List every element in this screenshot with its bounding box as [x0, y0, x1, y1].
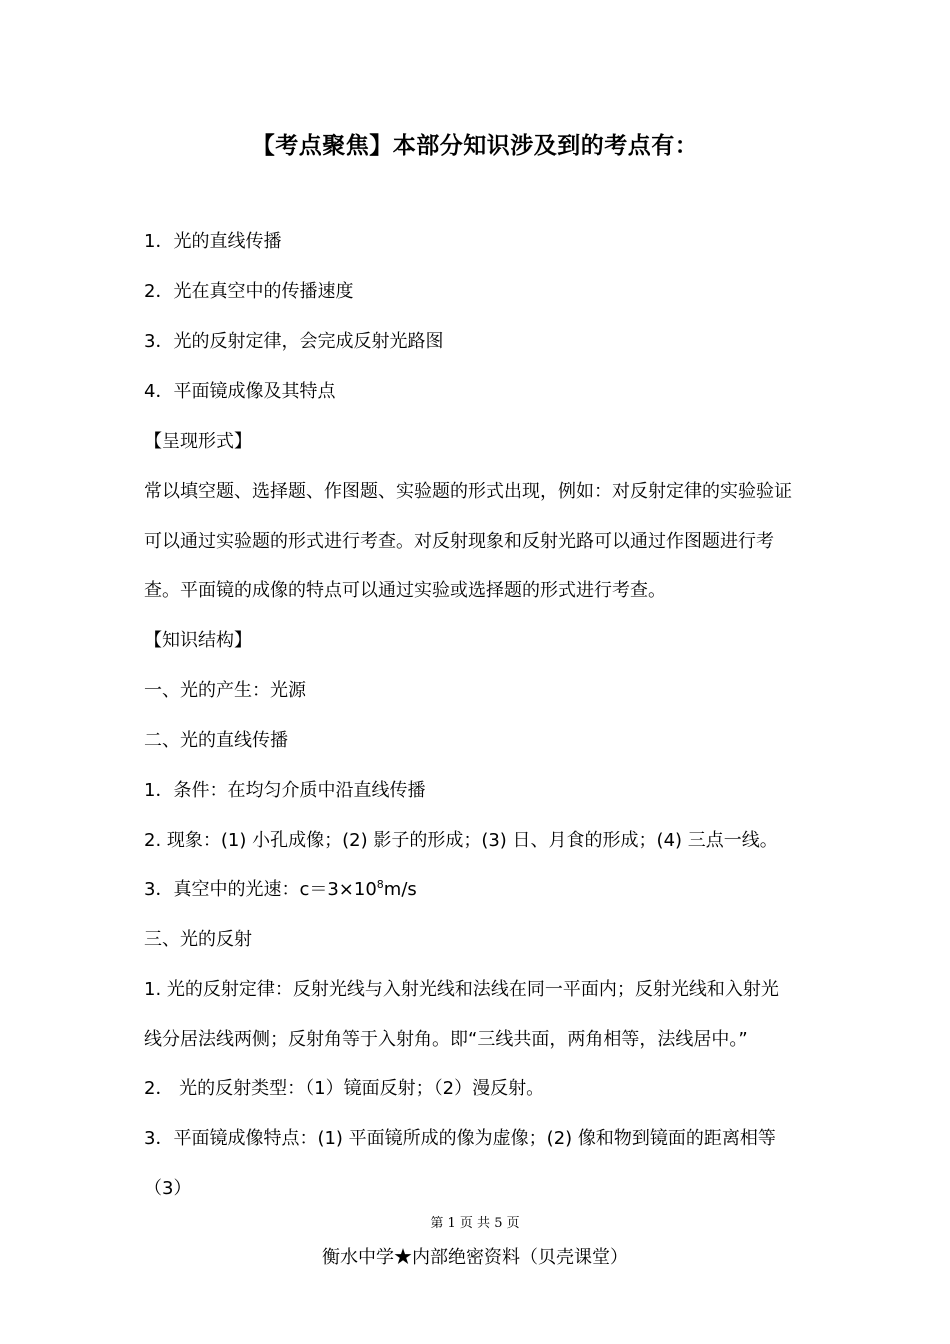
reflection-law-line: 线分居法线两侧；反射角等于入射角。即“三线共面，两角相等，法线居中。” [144, 1029, 748, 1050]
section-heading-structure: 【知识结构】 [144, 630, 252, 651]
mirror-image-line: （3） [144, 1178, 192, 1199]
light-speed-exponent: 8 [376, 878, 384, 891]
heading-light-source: 一、光的产生：光源 [144, 680, 306, 701]
page-title: 【考点聚焦】本部分知识涉及到的考点有： [251, 133, 699, 159]
heading-straight-propagation: 二、光的直线传播 [144, 730, 288, 751]
section-heading-format: 【呈现形式】 [144, 431, 252, 452]
phenomena-line: 2. 现象：(1) 小孔成像；(2) 影子的形成；(3) 日、月食的形成；(4) 三点一线。 [144, 830, 778, 851]
light-speed-line [144, 878, 417, 902]
light-speed-text: 3．真空中的光速：c＝3×10 [144, 879, 377, 900]
paragraph-line: 常以填空题、选择题、作图题、实验题的形式出现，例如：对反射定律的实验验证 [144, 481, 792, 502]
point-1: 1．光的直线传播 [144, 231, 282, 252]
point-2: 2．光在真空中的传播速度 [144, 281, 354, 302]
point-4: 4．平面镜成像及其特点 [144, 381, 336, 402]
mirror-image-line: 3．平面镜成像特点：(1) 平面镜所成的像为虚像；(2) 像和物到镜面的距离相等 [144, 1128, 776, 1149]
heading-reflection: 三、光的反射 [144, 929, 252, 950]
light-speed-unit: m/s [383, 879, 417, 900]
footer-source: 衡水中学★内部绝密资料（贝壳课堂） [322, 1247, 628, 1268]
paragraph-line: 可以通过实验题的形式进行考查。对反射现象和反射光路可以通过作图题进行考 [144, 531, 774, 552]
point-3: 3．光的反射定律，会完成反射光路图 [144, 331, 444, 352]
reflection-types-line: 2． 光的反射类型：（1）镜面反射；（2）漫反射。 [144, 1078, 545, 1099]
reflection-law-line: 1. 光的反射定律：反射光线与入射光线和法线在同一平面内；反射光线和入射光 [144, 979, 779, 1000]
page-number: 第 1 页 共 5 页 [430, 1216, 520, 1231]
condition-line: 1．条件：在均匀介质中沿直线传播 [144, 780, 426, 801]
paragraph-line: 查。平面镜的成像的特点可以通过实验或选择题的形式进行考查。 [144, 580, 666, 601]
